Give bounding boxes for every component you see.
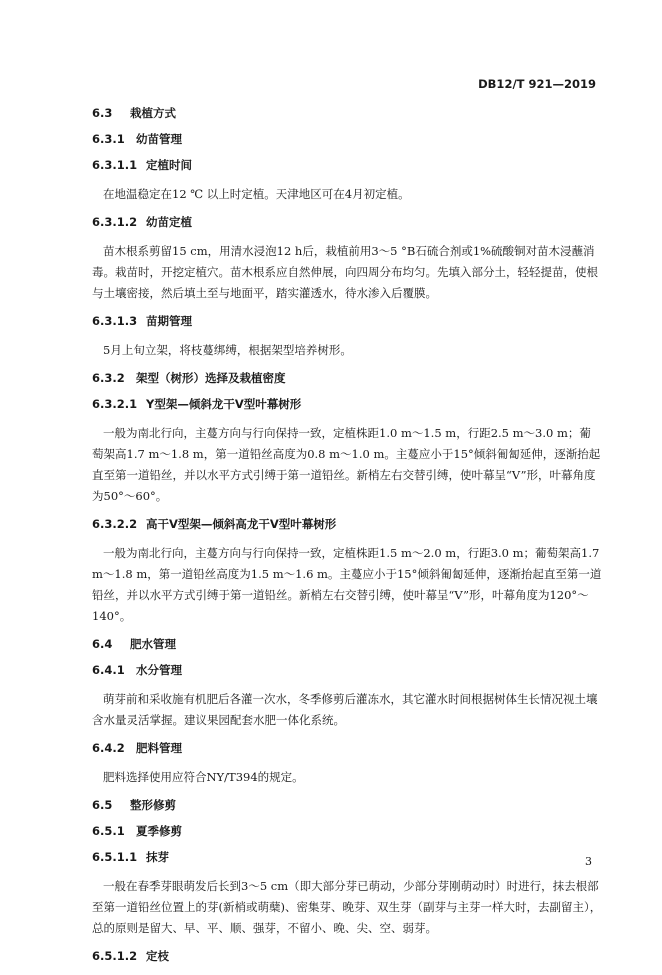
section-number: 6.5.1.1 (92, 850, 138, 864)
body-paragraph: 苗木根系剪留15 cm，用清水浸泡12 h后，栽植前用3～5 °B石硫合剂或1%硫酸铜对苗木浸蘸消毒。栽苗时，开挖定植穴。苗木根系应自然伸展，向四周分布均匀。先填入部分土，轻轻提苗，使根与土壤密接，然后填土至与地面平，踏实灌透水，待水渗入后覆膜。 (92, 244, 598, 300)
section-number: 6.4.1 (92, 663, 125, 677)
section-title: 架型（树形）选择及栽植密度 (136, 371, 286, 385)
document-id-header: DB12/T 921—2019 (478, 77, 596, 91)
section-title: 幼苗定植 (146, 215, 192, 229)
section-heading (92, 517, 602, 531)
section-number: 6.3.1 (92, 132, 125, 146)
section-number: 6.3.1.1 (92, 158, 138, 172)
section-heading (92, 663, 602, 677)
document-body (92, 106, 602, 975)
section-number: 6.5 (92, 798, 113, 812)
section-number: 6.3.2.1 (92, 397, 138, 411)
section-title: 肥料管理 (136, 741, 182, 755)
section-title: 定枝 (146, 949, 169, 963)
section-title: Y型架—倾斜龙干V型叶幕树形 (146, 397, 302, 411)
section-heading (92, 132, 602, 146)
section-title: 抹芽 (146, 850, 169, 864)
section-heading (92, 314, 602, 328)
page-number: 3 (585, 855, 592, 868)
section-title: 栽植方式 (130, 106, 176, 120)
section-heading (92, 158, 602, 172)
section-title: 肥水管理 (130, 637, 176, 651)
section-heading (92, 371, 602, 385)
section-title: 定植时间 (146, 158, 192, 172)
section-number: 6.3.1.3 (92, 314, 138, 328)
section-title: 夏季修剪 (136, 824, 182, 838)
section-heading (92, 637, 602, 651)
section-number: 6.3.2 (92, 371, 125, 385)
body-paragraph: 在地温稳定在12 ℃ 以上时定植。天津地区可在4月初定植。 (103, 187, 410, 201)
body-paragraph: 5月上旬立架，将枝蔓绑缚，根据架型培养树形。 (103, 343, 352, 357)
section-heading (92, 798, 602, 812)
section-heading (92, 106, 602, 120)
section-heading (92, 215, 602, 229)
body-paragraph: 一般在春季芽眼萌发后长到3～5 cm（即大部分芽已萌动，少部分芽刚萌动时）时进行，抹去根部至第一道铅丝位置上的芽(新梢或萌蘖)、密集芽、晚芽、双生芽（副芽与主芽一样大时，去副留主），总的原则是留大、早、平、顺、强芽，不留小、晚、尖、空、弱芽。 (92, 879, 602, 935)
section-heading (92, 850, 602, 864)
section-heading (92, 949, 602, 963)
section-heading (92, 824, 602, 838)
body-paragraph: 肥料选择使用应符合NY/T394的规定。 (103, 770, 304, 784)
section-title: 幼苗管理 (136, 132, 182, 146)
section-number: 6.3 (92, 106, 113, 120)
body-paragraph: 一般为南北行向，主蔓方向与行向保持一致，定植株距1.5 m～2.0 m，行距3.0 m；葡萄架高1.7 m～1.8 m，第一道铅丝高度为1.5 m～1.6 m。主蔓应小于15°倾斜匍匐延伸，逐渐抬起直至第一道铅丝，并以水平方式引缚于第一道铅丝。新梢左右交替引缚，使叶幕呈“V”形，叶幕角度为120°～140°。 (92, 546, 602, 623)
section-number: 6.4.2 (92, 741, 125, 755)
section-heading (92, 741, 602, 755)
section-title: 高干V型架—倾斜高龙干V型叶幕树形 (146, 517, 337, 531)
body-paragraph: 萌芽前和采收施有机肥后各灌一次水，冬季修剪后灌冻水，其它灌水时间根据树体生长情况视土壤含水量灵活掌握。建议果园配套水肥一体化系统。 (92, 692, 598, 727)
section-heading (92, 397, 602, 411)
section-number: 6.4 (92, 637, 113, 651)
section-number: 6.3.1.2 (92, 215, 138, 229)
section-title: 苗期管理 (146, 314, 192, 328)
body-paragraph: 一般为南北行向，主蔓方向与行向保持一致，定植株距1.0 m～1.5 m，行距2.5 m～3.0 m；葡萄架高1.7 m～1.8 m，第一道铅丝高度为0.8 m～1.0 m。主蔓应小于15°倾斜匍匐延伸，逐渐抬起直至第一道铅丝，并以水平方式引缚于第一道铅丝。新梢左右交替引缚，使叶幕呈“V”形，叶幕角度为50°～60°。 (92, 426, 601, 503)
section-number: 6.5.1 (92, 824, 125, 838)
section-title: 整形修剪 (130, 798, 176, 812)
section-title: 水分管理 (136, 663, 182, 677)
section-number: 6.3.2.2 (92, 517, 138, 531)
section-number: 6.5.1.2 (92, 949, 138, 963)
